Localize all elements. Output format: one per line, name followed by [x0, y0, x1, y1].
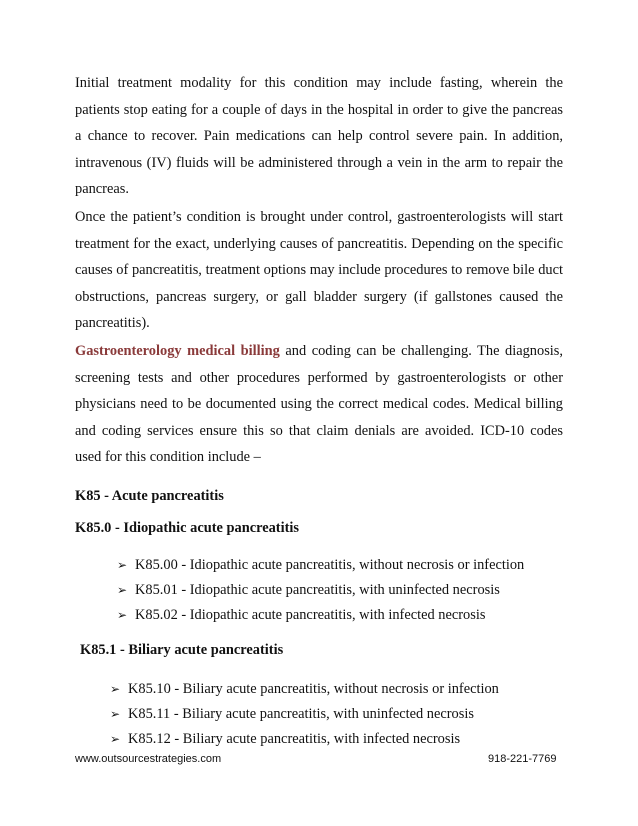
paragraph-billing: [75, 338, 563, 471]
heading-k850: K85.0 - Idiopathic acute pancreatitis: [75, 520, 299, 536]
list-item-text: K85.01 - Idiopathic acute pancreatitis, with uninfected necrosis: [135, 582, 500, 598]
arrow-bullet-icon: ➢: [117, 583, 128, 597]
paragraph-initial-treatment: Initial treatment modality for this condition may include fasting, wherein the patients stop eating for a couple of days in the hospital in order to give the pancreas a chance to recover. Pain medications can help control severe pain. In addition, intravenous (IV) fluids will be administered through a vein in the arm to repair the pancreas.: [75, 75, 563, 198]
gastroenterology-billing-link[interactable]: Gastroenterology medical billing: [75, 343, 280, 359]
list-item: [117, 580, 500, 600]
arrow-bullet-icon: ➢: [117, 558, 128, 572]
footer-website[interactable]: www.outsourcestrategies.com: [75, 753, 222, 765]
paragraph-billing-text: and coding can be challenging. The diagnosis, screening tests and other procedures performed by gastroenterologists or other physicians need to be documented using the correct medical codes. Medical billing and coding services ensure this so that claim denials are avoided. ICD-10 codes used for this condition include –: [75, 343, 563, 466]
list-item-text: K85.02 - Idiopathic acute pancreatitis, with infected necrosis: [135, 607, 486, 623]
list-item: [117, 555, 524, 575]
list-item-text: K85.10 - Biliary acute pancreatitis, without necrosis or infection: [128, 681, 499, 697]
arrow-bullet-icon: ➢: [110, 732, 121, 746]
list-item: [117, 605, 485, 625]
arrow-bullet-icon: ➢: [110, 707, 121, 721]
list-item: [110, 704, 474, 724]
paragraph-after-control: Once the patient’s condition is brought under control, gastroenterologists will start treatment for the exact, underlying causes of pancreatitis. Depending on the specific causes of pancreatitis, treatment options may include procedures to remove bile duct obstructions, pancreas surgery, or gall bladder surgery (if gallstones caused the pancreatitis).: [75, 209, 563, 332]
arrow-bullet-icon: ➢: [117, 608, 128, 622]
arrow-bullet-icon: ➢: [110, 682, 121, 696]
list-item: [110, 679, 499, 699]
list-item: [110, 729, 460, 749]
list-item-text: K85.11 - Biliary acute pancreatitis, with uninfected necrosis: [128, 706, 474, 722]
footer-phone: 918-221-7769: [488, 753, 557, 765]
list-item-text: K85.12 - Biliary acute pancreatitis, with infected necrosis: [128, 731, 461, 747]
heading-k851: K85.1 - Biliary acute pancreatitis: [80, 642, 284, 658]
heading-k85: K85 - Acute pancreatitis: [75, 488, 224, 504]
list-item-text: K85.00 - Idiopathic acute pancreatitis, without necrosis or infection: [135, 557, 525, 573]
